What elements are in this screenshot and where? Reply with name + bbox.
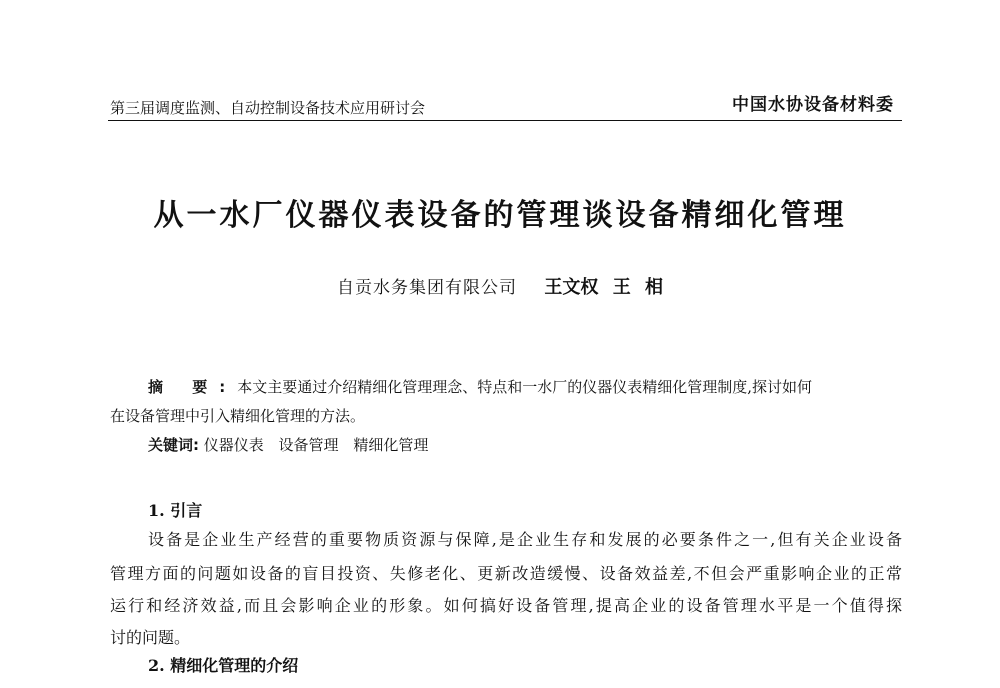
abstract-text-line1: 本文主要通过介绍精细化管理理念、特点和一水厂的仪器仪表精细化管理制度,探讨如何 [237,378,813,396]
header-divider [108,120,902,121]
paragraph-line: 设备是企业生产经营的重要物质资源与保障,是企业生存和发展的必要条件之一,但有关企业设备 [148,530,902,549]
paragraph-line: 讨的问题。 [110,628,191,647]
conference-header: 第三届调度监测、自动控制设备技术应用研讨会 [110,99,426,117]
section-heading-introduction: 1. 引言 [148,501,203,520]
section-heading-refined-management: 2. 精细化管理的介绍 [148,656,299,675]
author-line [0,276,1000,300]
article-title: 从一水厂仪器仪表设备的管理谈设备精细化管理 [153,198,847,233]
keywords-label: 关键词: [148,436,199,454]
keywords-list: 仪器仪表 设备管理 精细化管理 [203,436,429,454]
committee-header: 中国水协设备材料委 [732,95,894,115]
abstract-text-line2: 在设备管理中引入精细化管理的方法。 [110,407,366,425]
abstract-first-line [148,376,812,398]
paragraph-line: 运行和经济效益,而且会影响企业的形象。如何搞好设备管理,提高企业的设备管理水平是一个值得探 [110,596,902,615]
author-names: 王文权 王 相 [544,277,663,298]
keywords-line [148,434,428,456]
author-organization: 自贡水务集团有限公司 [337,278,518,298]
abstract-label: 摘 要: [148,378,238,396]
paragraph-line: 管理方面的问题如设备的盲目投资、失修老化、更新改造缓慢、设备效益差,不但会严重影响企业的正常 [110,564,902,583]
